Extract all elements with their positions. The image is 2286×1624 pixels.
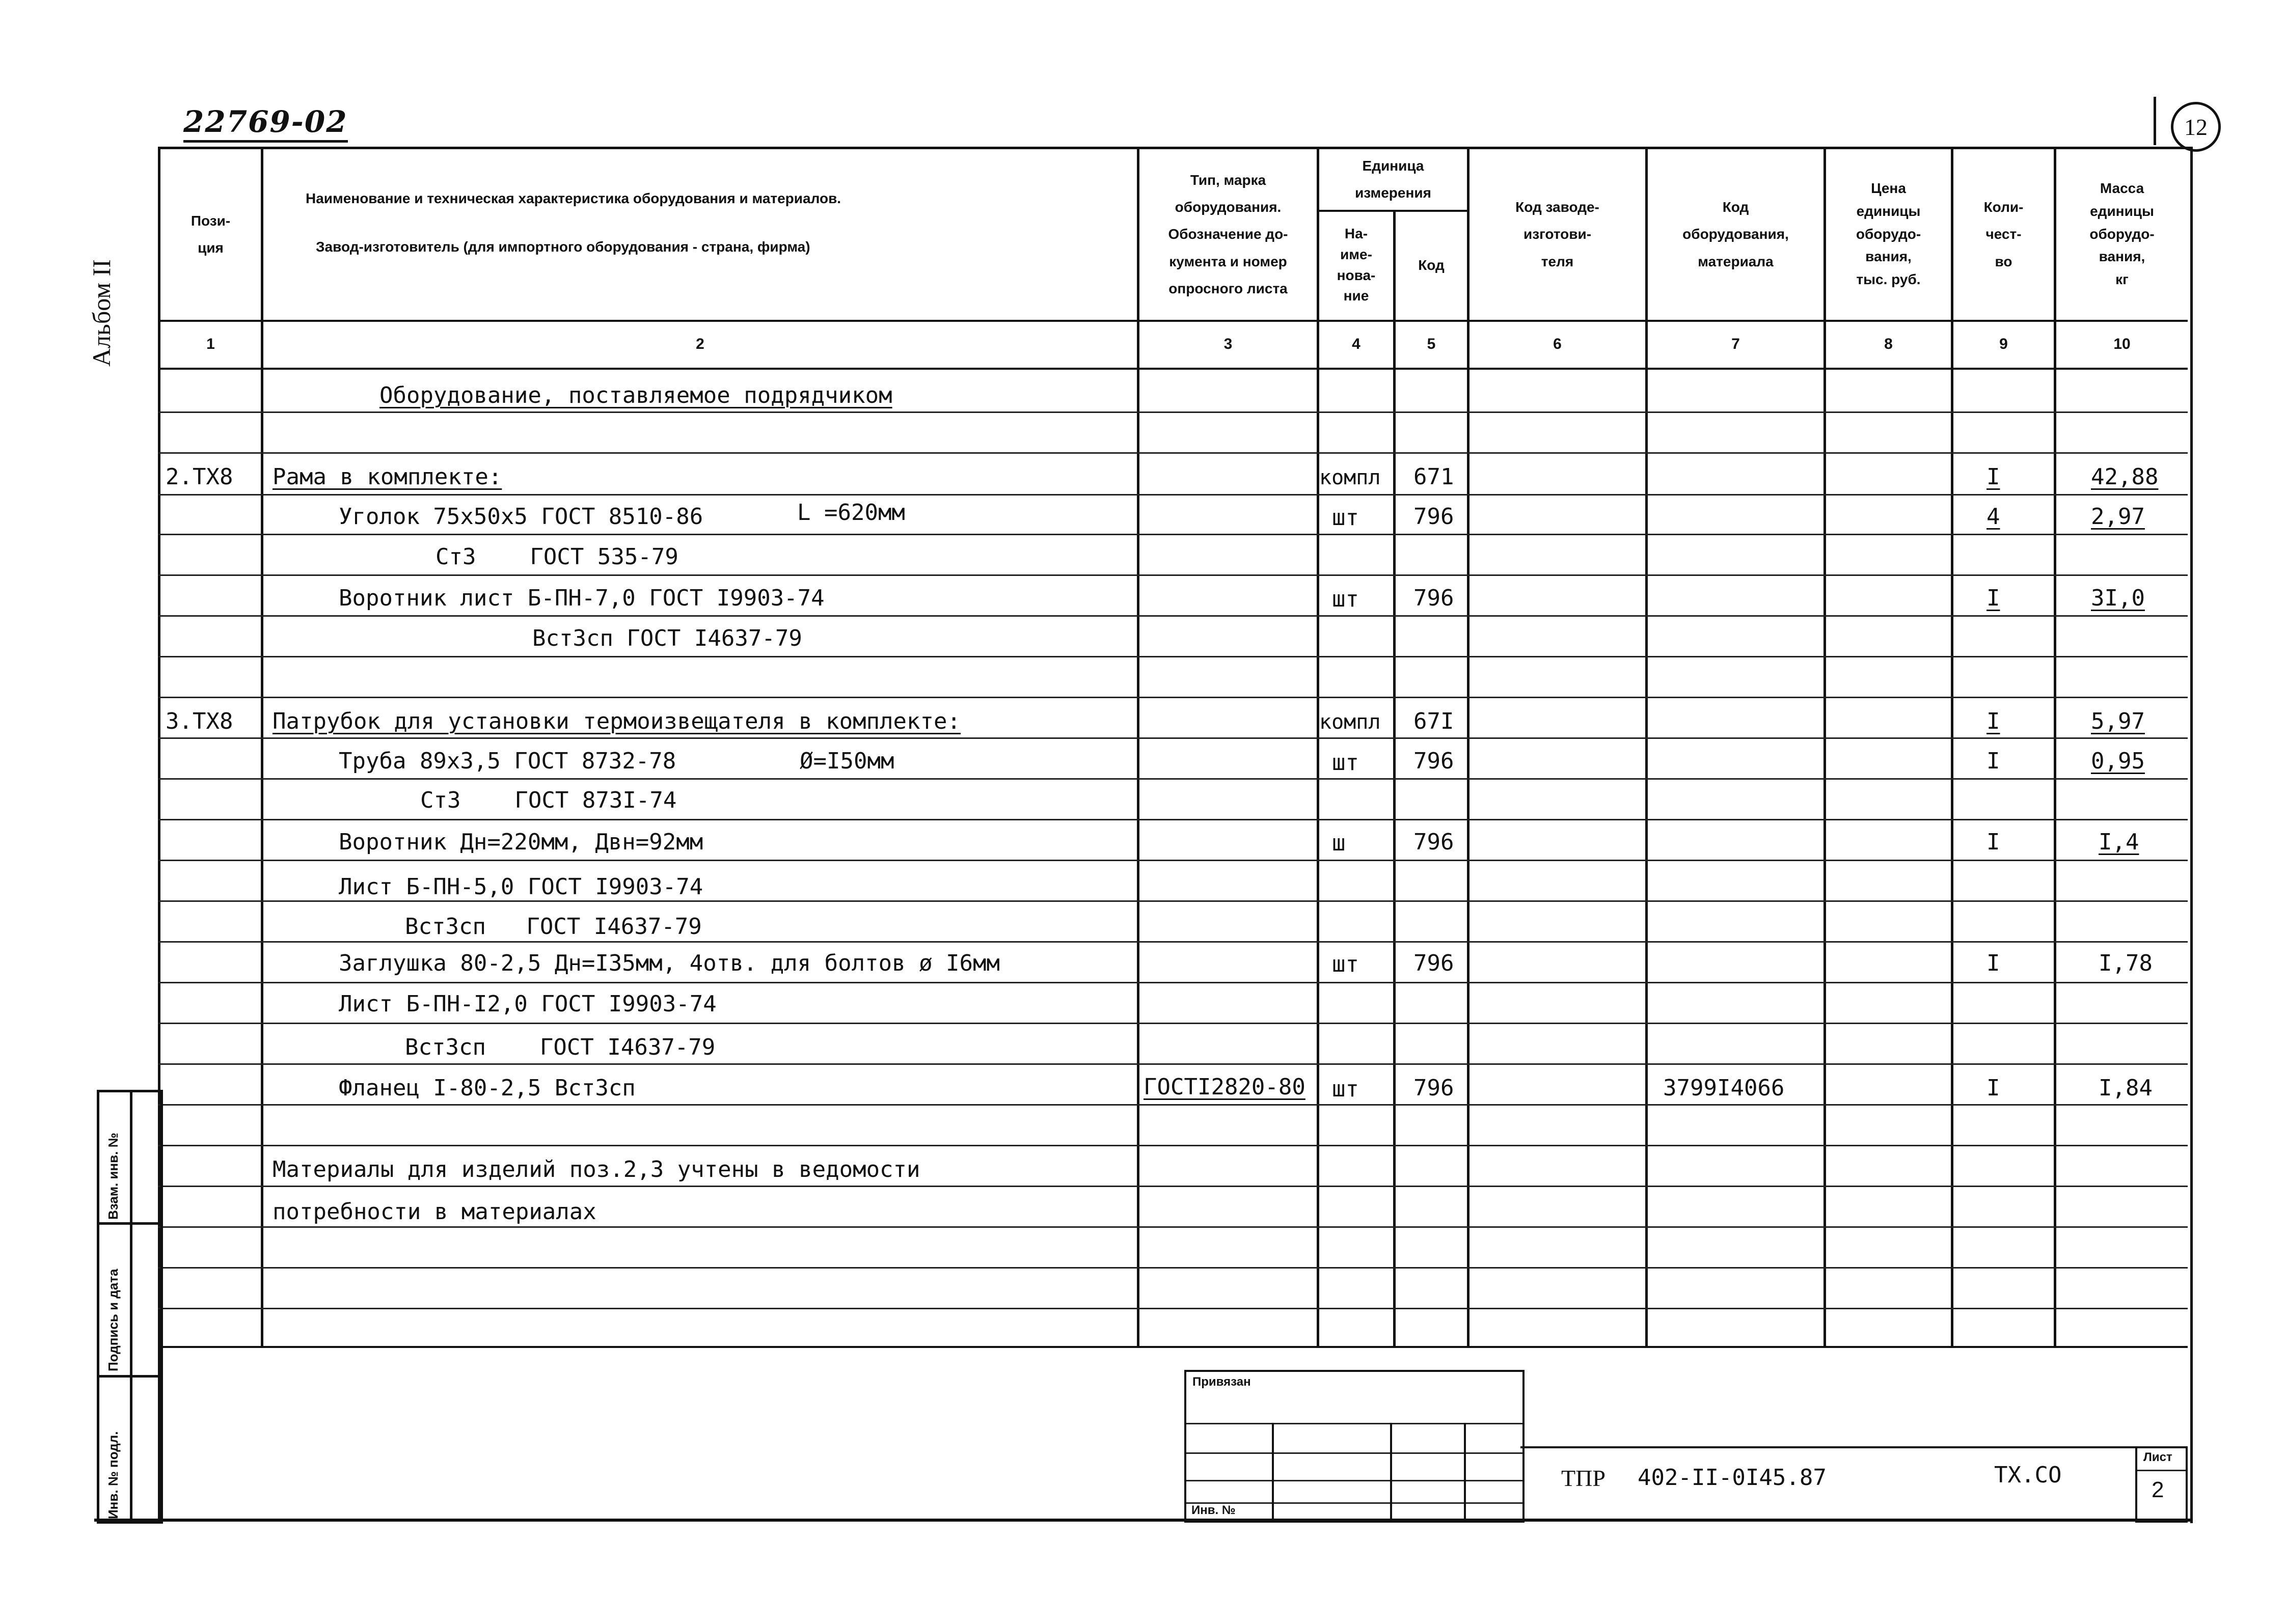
frame-mass: 42,88 — [2091, 464, 2159, 490]
tb-line — [1186, 1452, 1522, 1454]
sheet12-material: Вст3сп ГОСТ I4637-79 — [405, 1034, 716, 1060]
pipe-code: 796 — [1413, 748, 1454, 774]
row-line — [158, 1063, 2188, 1065]
flange-type: ГОСТI2820-80 — [1144, 1074, 1305, 1100]
pipe-length: Ø=I50мм — [800, 748, 894, 774]
header-position: Пози- ция — [190, 212, 231, 256]
row-line — [158, 494, 2188, 496]
flange-equipment-code: 3799I4066 — [1663, 1075, 1785, 1101]
header-equipment-code: Код оборудования, материала — [1682, 199, 1789, 269]
row-line — [158, 1023, 2188, 1024]
branch-row-name: Патрубок для установки термоизвещателя в комплекте: — [273, 708, 961, 734]
album-label: Альбом II — [87, 259, 116, 367]
row-line — [158, 860, 2188, 861]
row-line — [158, 1308, 2188, 1309]
plug-code: 796 — [1413, 950, 1454, 976]
header-unit-code: Код — [1418, 257, 1445, 273]
stamp-replace-inv: Взам. инв. № — [105, 1133, 121, 1220]
tied-label: Привязан — [1192, 1375, 1251, 1389]
branch-mass: 5,97 — [2091, 708, 2145, 734]
row-line — [158, 1226, 2188, 1228]
row-line — [158, 1104, 2188, 1106]
frame-row-name: Рама в комплекте: — [273, 464, 502, 490]
stamp-divider — [130, 1092, 132, 1521]
tb-line — [1186, 1502, 1522, 1504]
pipe-unit: шт — [1332, 750, 1359, 776]
col-number-2: 2 — [696, 336, 704, 352]
flange-row-name: Фланец I-80-2,5 Вст3сп — [339, 1075, 636, 1101]
tied-block — [1184, 1370, 1525, 1523]
angle-material: Ст3 ГОСТ 535-79 — [436, 544, 678, 570]
project-label: ТПР — [1561, 1465, 1605, 1491]
row-line — [158, 778, 2188, 780]
collar-code: 796 — [1413, 585, 1454, 611]
angle-mass: 2,97 — [2091, 504, 2145, 530]
colnum-divider — [158, 368, 2188, 370]
sheet-number-circle: 12 — [2171, 102, 2221, 152]
row-line — [158, 737, 2188, 739]
stamp-sign-date: Подпись и дата — [105, 1269, 121, 1371]
branch-unit: компл — [1319, 710, 1381, 734]
row-line — [158, 534, 2188, 535]
angle-length: L =620мм — [797, 500, 905, 526]
sheet12-row-name: Лист Б-ПН-I2,0 ГОСТ I9903-74 — [339, 991, 717, 1017]
title-block-top — [1520, 1446, 2188, 1448]
collar2-mass: I,4 — [2099, 829, 2139, 855]
col-number-5: 5 — [1427, 336, 1436, 352]
flange-unit: шт — [1332, 1076, 1359, 1102]
collar2-qty: I — [1986, 829, 2000, 855]
collar-unit: шт — [1332, 586, 1359, 612]
row-line — [158, 452, 2188, 454]
angle-row-name: Уголок 75x50x5 ГОСТ 8510-86 — [339, 504, 703, 530]
row-line — [158, 1267, 2188, 1269]
col-number-7: 7 — [1731, 336, 1740, 352]
collar-mass: 3I,0 — [2091, 585, 2145, 611]
pipe-qty: I — [1986, 748, 2000, 774]
tb-vline — [1390, 1423, 1392, 1521]
collar-material: Вст3сп ГОСТ I4637-79 — [532, 625, 802, 651]
angle-qty: 4 — [1986, 504, 2000, 530]
header-unit-name: На- име- нова- ние — [1337, 226, 1376, 304]
section-title: Оборудование, поставляемое подрядчиком — [379, 382, 892, 408]
col-number-3: 3 — [1223, 336, 1233, 352]
position-2: 2.ТХ8 — [166, 464, 233, 490]
row-line — [158, 411, 2188, 413]
flange-code: 796 — [1413, 1075, 1454, 1101]
row-line — [158, 1186, 2188, 1187]
tb-line — [1186, 1480, 1522, 1481]
pipe-mass: 0,95 — [2091, 748, 2145, 774]
row-line — [158, 656, 2188, 657]
side-stamp — [97, 1090, 163, 1524]
collar2-code: 796 — [1413, 829, 1454, 855]
inv-no-label: Инв. № — [1191, 1503, 1236, 1517]
sheet-box-line — [2137, 1470, 2186, 1471]
col-number-6: 6 — [1553, 336, 1562, 352]
pipe-row-name: Труба 89x3,5 ГОСТ 8732-78 — [339, 748, 676, 774]
document-number: 22769-02 — [183, 104, 348, 143]
row-line — [158, 1145, 2188, 1146]
row-line — [158, 982, 2188, 983]
collar-qty: I — [1986, 585, 2000, 611]
header-unit-group: Единица измерения — [1355, 157, 1431, 201]
row-line — [158, 900, 2188, 902]
flange-qty: I — [1986, 1075, 2000, 1101]
col-number-8: 8 — [1884, 336, 1893, 352]
position-3: 3.ТХ8 — [166, 708, 233, 734]
flange-mass: I,84 — [2099, 1075, 2153, 1101]
tb-vline — [1272, 1423, 1274, 1521]
table-bottom-line — [158, 1346, 2188, 1348]
collar-row-name: Воротник лист Б-ПН-7,0 ГОСТ I9903-74 — [339, 585, 825, 611]
row-line — [158, 819, 2188, 820]
plug-mass: I,78 — [2099, 950, 2153, 976]
col-number-10: 10 — [2113, 336, 2131, 352]
sheet-box — [2135, 1446, 2188, 1523]
stamp-row-line — [99, 1375, 160, 1378]
frame-unit: компл — [1319, 466, 1381, 489]
angle-unit: шт — [1332, 505, 1359, 531]
frame-code: 671 — [1413, 464, 1454, 490]
header-name-line2: Завод-изготовитель (для импортного оборудования - страна, фирма) — [316, 239, 810, 255]
stamp-inv-original: Инв. № подл. — [105, 1431, 121, 1519]
note-line-2: потребности в материалах — [273, 1199, 596, 1225]
row-line — [158, 615, 2188, 617]
row-line — [158, 697, 2188, 698]
header-price: Цена единицы оборудо- вания, тыс. руб. — [1856, 180, 1921, 288]
header-factory-code: Код заводе- изготови- теля — [1515, 199, 1599, 269]
sheet-label: Лист — [2143, 1450, 2172, 1464]
tb-line — [1186, 1423, 1522, 1424]
sheet-number: 2 — [2152, 1477, 2164, 1502]
pipe-material: Ст3 ГОСТ 873I-74 — [420, 787, 677, 813]
header-type: Тип, марка оборудования. Обозначение до- кумента и номер опросного листа — [1168, 172, 1288, 296]
row-line — [158, 574, 2188, 576]
collar2-row-name: Воротник Дн=220мм, Двн=92мм — [339, 829, 703, 855]
col-number-4: 4 — [1352, 336, 1360, 352]
col-number-1: 1 — [206, 336, 215, 352]
frame-bottom-line — [94, 1519, 2190, 1522]
sheet5-row-name: Лист Б-ПН-5,0 ГОСТ I9903-74 — [339, 874, 703, 900]
branch-code: 67I — [1413, 708, 1454, 734]
plug-qty: I — [1986, 950, 2000, 976]
tb-vline — [1464, 1423, 1466, 1521]
col-number-9: 9 — [1999, 336, 2008, 352]
collar2-unit: ш — [1332, 830, 1346, 856]
plug-unit: шт — [1332, 951, 1359, 977]
header-name-line1: Наименование и техническая характеристика оборудования и материалов. — [306, 190, 841, 207]
plug-row-name: Заглушка 80-2,5 Дн=I35мм, 4отв. для болтов ø I6мм — [339, 950, 1000, 976]
branch-qty: I — [1986, 708, 2000, 734]
frame-qty: I — [1986, 464, 2000, 490]
stamp-row-line — [99, 1222, 160, 1225]
angle-code: 796 — [1413, 504, 1454, 530]
header-mass: Масса единицы оборудо- вания, кг — [2089, 180, 2155, 288]
sheet5-material: Вст3сп ГОСТ I4637-79 — [405, 914, 702, 940]
row-line — [158, 941, 2188, 943]
note-line-1: Материалы для изделий поз.2,3 учтены в ведомости — [273, 1157, 920, 1182]
header-quantity: Коли- чест- во — [1983, 199, 2024, 269]
corner-tick — [2154, 97, 2156, 145]
section-code: ТХ.СО — [1994, 1462, 2062, 1488]
project-code: 402-II-0I45.87 — [1638, 1465, 1827, 1491]
